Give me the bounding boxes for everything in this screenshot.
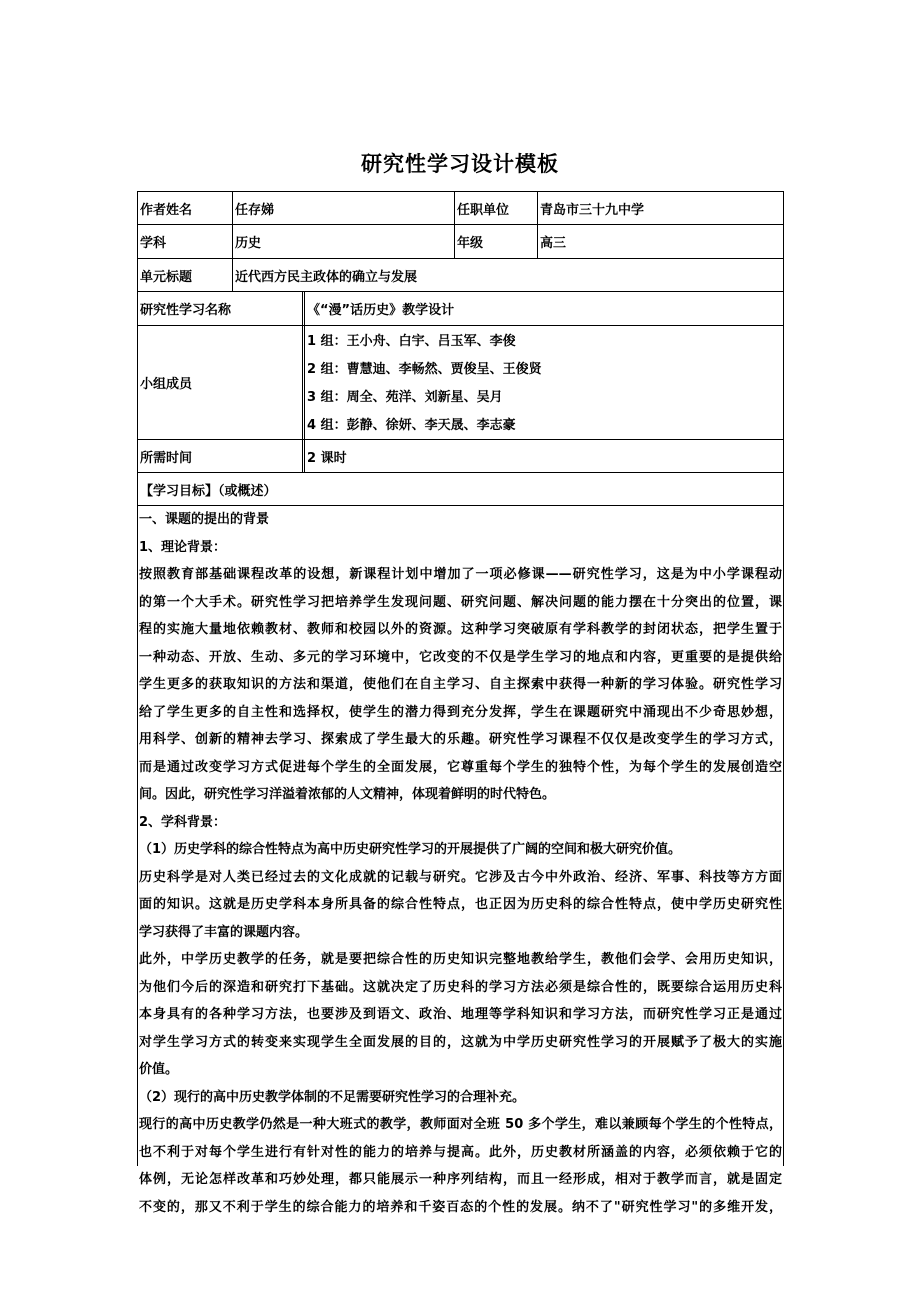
text-line: 现行的高中历史教学仍然是一种大班式的教学，教师面对全班 50 多个学生，难以兼顾每个学生的个性特点， (139, 1117, 782, 1132)
subsection-heading: 1、理论背景： (139, 539, 227, 555)
text-line: 学生更多的获取知识的方法和渠道，使他们在自主学习、自主探索中获得一种新的学习体验。研究性学习 (139, 677, 782, 692)
row-project (137, 292, 784, 326)
member-group: 4 组：彭静、徐妍、李天晟、李志豪 (307, 418, 516, 433)
goals-content (137, 506, 784, 1215)
section-heading: 一、课题的提出的背景 (139, 512, 270, 527)
member-group: 1 组：王小舟、白宇、吕玉军、李俊 (307, 334, 516, 349)
text-line: 为他们今后的深造和研究打下基础。这就决定了历史科的学习方法必须是综合性的，既要综合运用历史科 (139, 979, 782, 995)
grade-label: 年级 (454, 225, 537, 258)
subsection-heading: 2、学科背景： (139, 814, 227, 830)
paragraph-subject-3 (139, 1111, 782, 1221)
row-members (137, 326, 784, 440)
paragraph-subject-2 (139, 946, 782, 1084)
design-table (137, 191, 784, 1215)
unit-value: 青岛市三十九中学 (537, 192, 783, 224)
row-chapter (137, 259, 784, 292)
members-list (302, 326, 783, 439)
chapter-label: 单元标题 (140, 269, 193, 285)
text-line: 也不利于对每个学生进行有针对性的能力的培养与提高。此外，历史教材所涵盖的内容，必须依赖于它的 (139, 1144, 782, 1160)
point-heading: （1）历史学科的综合性特点为高中历史研究性学习的开展提供了广阔的空间和极大研究价值。 (139, 842, 682, 857)
subject-value: 历史 (232, 225, 454, 258)
text-line: 此外，中学历史教学的任务，就是要把综合性的历史知识完整地教给学生，教他们会学、会用历史知识， (139, 952, 782, 967)
time-label: 所需时间 (140, 450, 193, 466)
text-line: 面的知识。这就是历史学科本身所具备的综合性特点，也正因为历史科的综合性特点，使中学历史研究性 (139, 897, 782, 912)
page-title: 研究性学习设计模板 (361, 152, 559, 176)
text-line: 的第一个大手术。研究性学习把培养学生发现问题、研究问题、解决问题的能力摆在十分突出的位置，课 (139, 594, 782, 610)
text-line: 间。因此，研究性学习洋溢着浓郁的人文精神，体现着鲜明的时代特色。 (139, 787, 556, 802)
text-line: 用科学、创新的精神去学习、探索成了学生最大的乐趣。研究性学习课程不仅仅是改变学生的学习方式， (139, 732, 782, 747)
text-line: 对学生学习方式的转变来实现学生全面发展的目的，这就为中学历史研究性学习的开展赋予了极大的实施 (139, 1034, 782, 1050)
member-group: 3 组：周全、苑洋、刘新星、吴月 (307, 390, 503, 405)
text-line: 不变的，那又不利于学生的综合能力的培养和千姿百态的个性的发展。纳不了"研究性学习"的多维开发， (139, 1199, 782, 1215)
row-time (137, 440, 784, 473)
text-line: 而是通过改变学习方式促进每个学生的全面发展，它尊重每个学生的独特个性，为每个学生的发展创造空 (139, 759, 782, 775)
text-line: 学习获得了丰富的课题内容。 (139, 924, 309, 940)
text-line: 程的实施大量地依赖教材、教师和校园以外的资源。这种学习突破原有学科教学的封闭状态，把学生置于 (139, 622, 782, 637)
subject-label: 学科 (140, 236, 167, 251)
time-value: 2 课时 (302, 440, 783, 472)
unit-label: 任职单位 (454, 192, 537, 224)
members-label: 小组成员 (140, 377, 193, 392)
text-line: 本身具有的各种学习方法，也要涉及到语文、政治、地理等学科知识和学习方法，而研究性学习正是通过 (139, 1007, 782, 1022)
project-label: 研究性学习名称 (140, 303, 232, 318)
paragraph-theory (139, 561, 782, 809)
text-line: 体例，无论怎样改革和巧妙处理，都只能展示一种序列结构，而且一经形成，相对于教学而言，就是固定 (139, 1172, 782, 1187)
text-line: 一种动态、开放、生动、多元的学习环境中，它改变的不仅是学生学习的地点和内容，更重要的是提供给 (139, 649, 782, 665)
row-author (137, 191, 784, 225)
member-group: 2 组：曹慧迪、李畅然、贾俊呈、王俊贤 (307, 362, 542, 377)
paragraph-subject-1 (139, 864, 782, 947)
text-line: 按照教育部基础课程改革的设想，新课程计划中增加了一项必修课——研究性学习，这是为中小学课程动 (139, 567, 782, 582)
point-heading: （2）现行的高中历史教学体制的不足需要研究性学习的合理补充。 (139, 1089, 526, 1105)
row-goals-header (137, 473, 784, 506)
text-line: 给了学生更多的自主性和选择权，使学生的潜力得到充分发挥，学生在课题研究中涌现出不少奇思妙想， (139, 704, 782, 720)
text-line: 历史科学是对人类已经过去的文化成就的记载与研究。它涉及古今中外政治、经济、军事、科技等方方面 (139, 869, 782, 885)
text-line: 价值。 (139, 1062, 179, 1077)
chapter-value: 近代西方民主政体的确立与发展 (232, 259, 783, 291)
goals-header: 【学习目标】（或概述） (140, 483, 277, 499)
row-subject (137, 225, 784, 259)
author-label: 作者姓名 (140, 202, 193, 218)
author-value: 任存娣 (232, 192, 454, 224)
grade-value: 高三 (537, 225, 783, 258)
project-value: 《“漫”话历史》教学设计 (302, 292, 783, 325)
